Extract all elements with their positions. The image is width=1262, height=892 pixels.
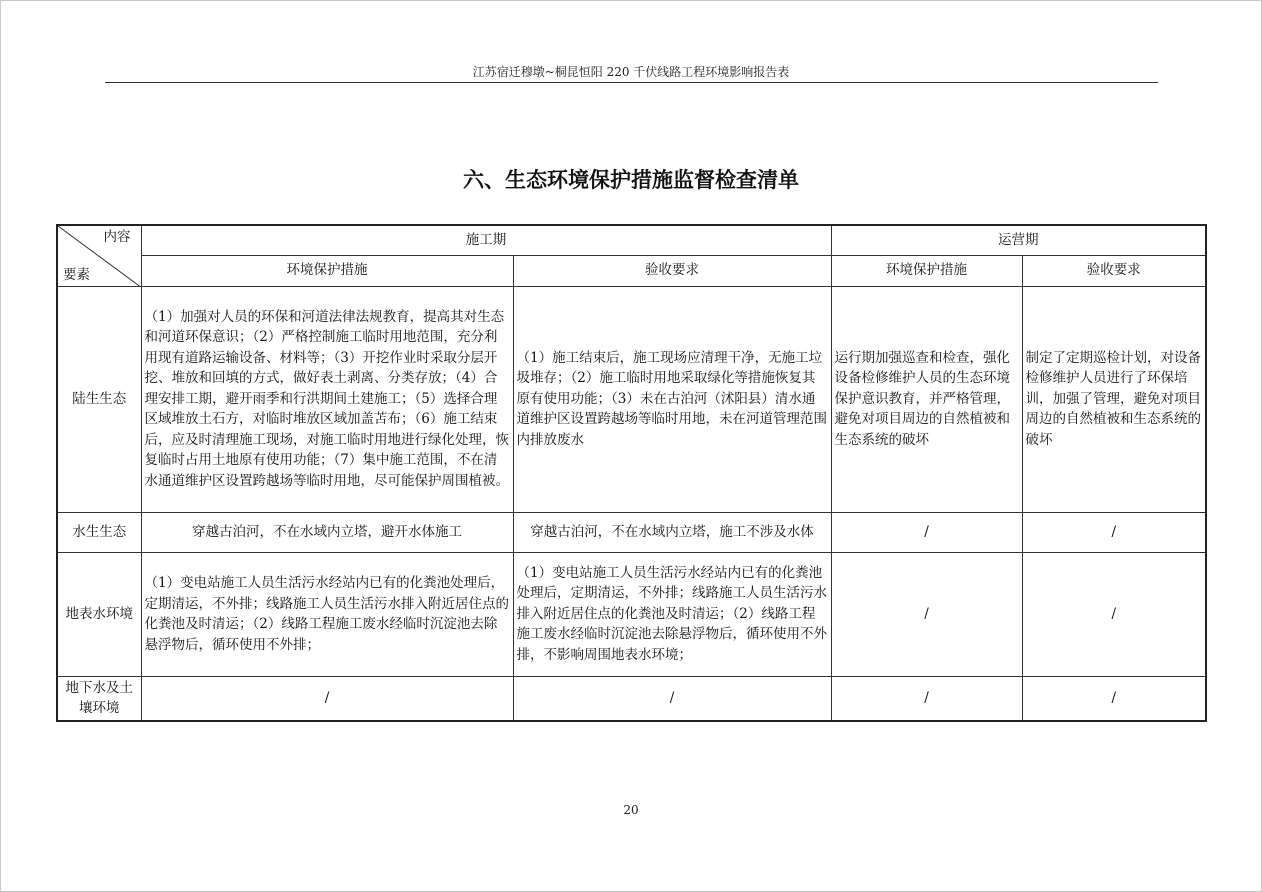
header-construction-measures: 环境保护措施 bbox=[141, 255, 513, 286]
diagonal-corner-cell bbox=[57, 225, 141, 286]
construction-acceptance-cell: 穿越古泊河，不在水域内立塔，施工不涉及水体 bbox=[513, 512, 831, 552]
supervision-checklist-table bbox=[56, 224, 1207, 722]
operation-acceptance-cell: / bbox=[1022, 512, 1206, 552]
header-construction-acceptance: 验收要求 bbox=[513, 255, 831, 286]
corner-label-content: 内容 bbox=[103, 229, 131, 245]
construction-measures-cell: / bbox=[141, 676, 513, 721]
operation-acceptance-cell: / bbox=[1022, 676, 1206, 721]
operation-acceptance-cell: 制定了定期巡检计划，对设备检修维护人员进行了环保培训，加强了管理，避免对项目周边的自然植被和生态系统的破坏 bbox=[1022, 286, 1206, 512]
header-rule bbox=[105, 82, 1158, 83]
running-header: 江苏宿迁穆墩~桐昆恒阳 220 千伏线路工程环境影响报告表 bbox=[472, 65, 790, 79]
row-element-label: 地下水及土壤环境 bbox=[57, 676, 141, 721]
construction-measures-cell: （1）加强对人员的环保和河道法律法规教育，提高其对生态和河道环保意识；（2）严格控制施工临时用地范围，充分利用现有道路运输设备、材料等；（3）开挖作业时采取分层开挖、堆放和回填的方式，做好表土剥离、分类存放；（4）合理安排工期，避开雨季和行洪期间土建施工；（5）选择合理区域堆放土石方，对临时堆放区域加盖苫布；（6）施工结束后，应及时清理施工现场，对施工临时用地进行绿化处理，恢复临时占用土地原有使用功能；（7）集中施工范围，不在清水通道维护区设置跨越场等临时用地，尽可能保护周围植被。 bbox=[141, 286, 513, 512]
operation-measures-cell: / bbox=[831, 676, 1022, 721]
page-number: 20 bbox=[623, 803, 639, 817]
phase-header-row bbox=[57, 225, 1206, 255]
table-row bbox=[57, 512, 1206, 552]
construction-acceptance-cell: （1）施工结束后，施工现场应清理干净，无施工垃圾堆存；（2）施工临时用地采取绿化等措施恢复其原有使用功能；（3）未在古泊河（沭阳县）清水通道维护区设置跨越场等临时用地，未在河道管理范围内排放废水 bbox=[513, 286, 831, 512]
table-row bbox=[57, 286, 1206, 512]
operation-measures-cell: / bbox=[831, 512, 1022, 552]
row-element-label: 陆生生态 bbox=[57, 286, 141, 512]
construction-measures-cell: （1）变电站施工人员生活污水经站内已有的化粪池处理后，定期清运，不外排；线路施工人员生活污水排入附近居住点的化粪池及时清运；（2）线路工程施工废水经临时沉淀池去除悬浮物后，循环使用不外排； bbox=[141, 552, 513, 676]
column-header-row bbox=[57, 255, 1206, 286]
operation-acceptance-cell: / bbox=[1022, 552, 1206, 676]
construction-measures-cell: 穿越古泊河，不在水域内立塔，避开水体施工 bbox=[141, 512, 513, 552]
table-row bbox=[57, 676, 1206, 721]
table-row bbox=[57, 552, 1206, 676]
header-construction-phase: 施工期 bbox=[141, 225, 831, 255]
header-operation-measures: 环境保护措施 bbox=[831, 255, 1022, 286]
construction-acceptance-cell: （1）变电站施工人员生活污水经站内已有的化粪池处理后，定期清运，不外排；线路施工人员生活污水排入附近居住点的化粪池及时清运；（2）线路工程施工废水经临时沉淀池去除悬浮物后，循环使用不外排，不影响周围地表水环境； bbox=[513, 552, 831, 676]
construction-acceptance-cell: / bbox=[513, 676, 831, 721]
operation-measures-cell: 运行期加强巡查和检查，强化设备检修维护人员的生态环境保护意识教育，并严格管理，避免对项目周边的自然植被和生态系统的破坏 bbox=[831, 286, 1022, 512]
section-title: 六、生态环境保护措施监督检查清单 bbox=[463, 168, 799, 192]
row-element-label: 水生生态 bbox=[57, 512, 141, 552]
corner-label-element: 要素 bbox=[63, 266, 90, 283]
header-operation-phase: 运营期 bbox=[831, 225, 1206, 255]
row-element-label: 地表水环境 bbox=[57, 552, 141, 676]
header-operation-acceptance: 验收要求 bbox=[1022, 255, 1206, 286]
operation-measures-cell: / bbox=[831, 552, 1022, 676]
